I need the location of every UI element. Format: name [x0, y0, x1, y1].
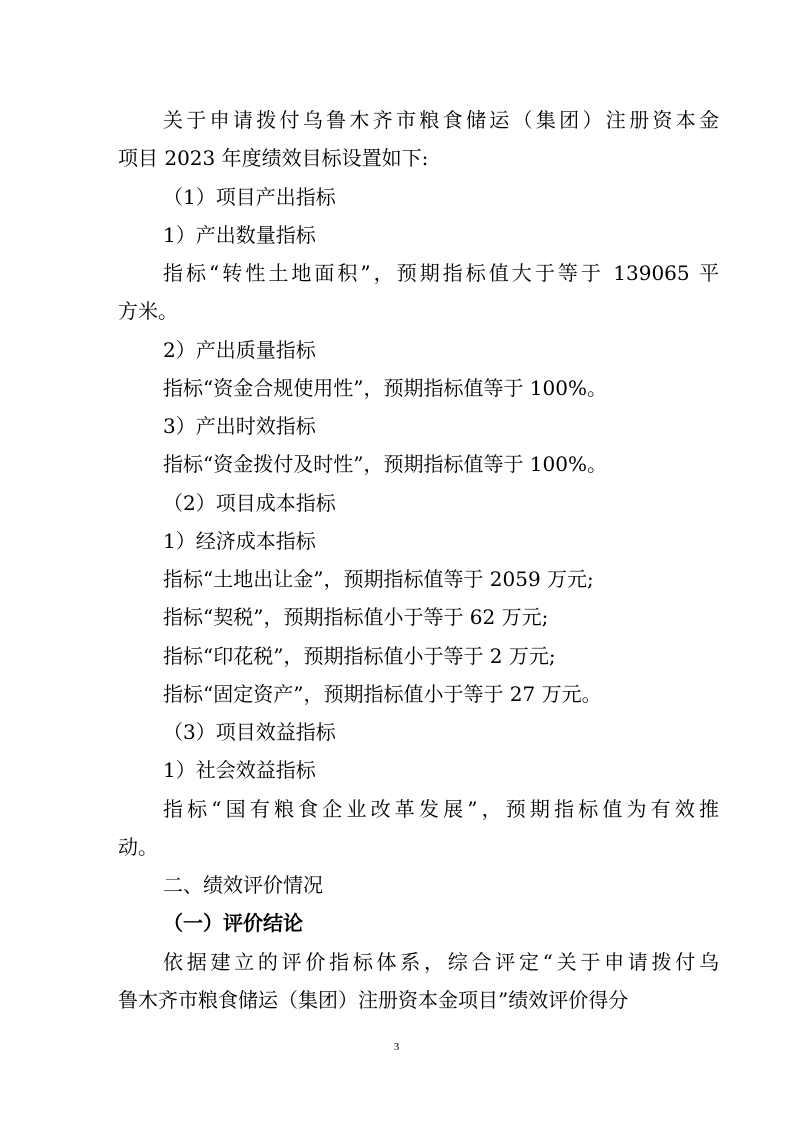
social-indicator-line-2: 动。 [118, 835, 158, 859]
quantity-indicator-line-1: 指标“转性土地面积”，预期指标值大于等于 139065 平 [163, 261, 719, 285]
social-benefit-heading: 1）社会效益指标 [163, 758, 316, 782]
conclusion-line-2: 鲁木齐市粮食储运（集团）注册资本金项目”绩效评价得分 [118, 988, 629, 1012]
intro-line-2: 项目 2023 年度绩效目标设置如下: [118, 146, 429, 170]
social-indicator-line-1: 指标“国有粮食企业改革发展”，预期指标值为有效推 [163, 797, 719, 821]
page-number: 3 [393, 1041, 400, 1053]
cost-indicator-fixed-assets: 指标“固定资产”，预期指标值小于等于 27 万元。 [163, 682, 602, 706]
cost-indicators-heading: （2）项目成本指标 [163, 491, 336, 515]
quality-indicators-heading: 2）产出质量指标 [163, 338, 316, 362]
benefit-indicators-heading: （3）项目效益指标 [163, 720, 336, 744]
intro-line-1: 关于申请拨付乌鲁木齐市粮食储运（集团）注册资本金 [163, 108, 719, 132]
quantity-indicators-heading: 1）产出数量指标 [163, 223, 316, 247]
timeliness-indicator: 指标“资金拨付及时性”，预期指标值等于 100%。 [163, 452, 607, 476]
timeliness-indicators-heading: 3）产出时效指标 [163, 414, 316, 438]
conclusion-line-1: 依据建立的评价指标体系，综合评定“关于申请拨付乌 [163, 950, 719, 974]
cost-indicator-stamp-duty: 指标“印花税”，预期指标值小于等于 2 万元; [163, 644, 556, 668]
economic-cost-heading: 1）经济成本指标 [163, 529, 316, 553]
quantity-indicator-line-2: 方米。 [118, 299, 178, 323]
cost-indicator-deed-tax: 指标“契税”，预期指标值小于等于 62 万元; [163, 605, 549, 629]
output-indicators-heading: （1）项目产出指标 [163, 185, 336, 209]
quality-indicator: 指标“资金合规使用性”，预期指标值等于 100%。 [163, 376, 607, 400]
section-heading-performance-evaluation: 二、绩效评价情况 [163, 873, 323, 897]
cost-indicator-land-transfer-fee: 指标“土地出让金”，预期指标值等于 2059 万元; [163, 567, 594, 591]
subsection-heading-evaluation-conclusion: （一）评价结论 [163, 911, 303, 935]
